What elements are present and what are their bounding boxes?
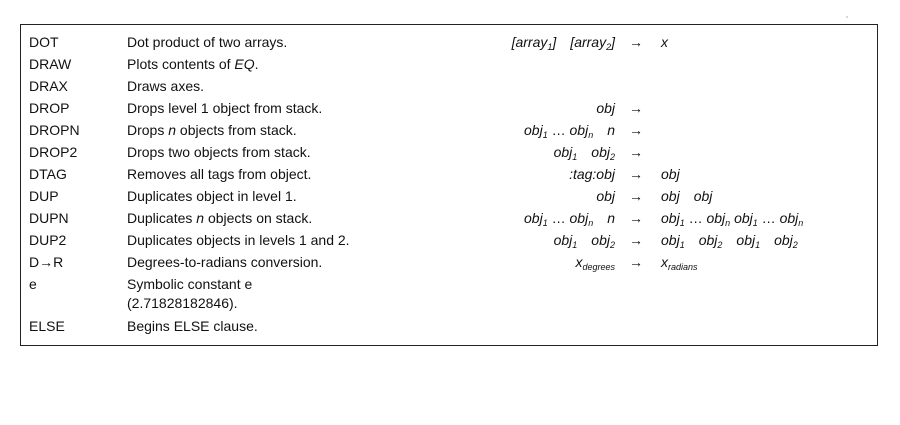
obj-symbol: obj bbox=[698, 232, 718, 248]
stack-output bbox=[661, 163, 680, 185]
obj-symbol: obj bbox=[661, 188, 680, 204]
stack-output bbox=[661, 251, 698, 273]
command-name: DROP2 bbox=[29, 144, 78, 160]
command-table bbox=[20, 24, 878, 346]
table-row bbox=[21, 207, 877, 229]
table-row bbox=[21, 315, 877, 337]
stack-input bbox=[575, 251, 615, 273]
subscript: 1 bbox=[547, 42, 553, 52]
bracket: [ bbox=[511, 34, 516, 50]
description-text: objects from stack. bbox=[176, 122, 297, 138]
table-row bbox=[21, 119, 877, 141]
array-symbol: array bbox=[574, 34, 607, 50]
command-description: Dot product of two arrays. bbox=[127, 34, 288, 50]
obj-symbol: obj bbox=[661, 232, 680, 248]
stack-output bbox=[661, 229, 798, 251]
table-row bbox=[21, 273, 877, 313]
command-name: DTAG bbox=[29, 166, 67, 182]
ellipsis: … bbox=[761, 210, 776, 226]
arrow-icon: → bbox=[629, 232, 643, 248]
bracket: ] bbox=[552, 34, 557, 50]
command-description: Removes all tags from object. bbox=[127, 166, 312, 182]
x-symbol: x bbox=[575, 254, 583, 270]
stack-input bbox=[524, 119, 615, 141]
description-text: objects on stack. bbox=[204, 210, 313, 226]
command-description bbox=[127, 207, 312, 229]
scan-speck bbox=[846, 16, 848, 18]
command-description: Drops level 1 object from stack. bbox=[127, 100, 323, 116]
arrow-icon: → bbox=[629, 188, 643, 204]
table-row bbox=[21, 163, 877, 185]
subscript: 1 bbox=[679, 240, 685, 250]
stack-output bbox=[661, 207, 803, 229]
obj-symbol: obj bbox=[774, 232, 793, 248]
obj-symbol: obj bbox=[569, 122, 589, 138]
command-name: DRAW bbox=[29, 56, 72, 72]
ellipsis: … bbox=[688, 210, 703, 226]
subscript: 2 bbox=[609, 152, 615, 162]
command-description: Degrees-to-radians conversion. bbox=[127, 254, 323, 270]
obj-symbol: obj bbox=[553, 144, 573, 160]
table-row bbox=[21, 185, 877, 207]
obj-symbol: obj bbox=[734, 210, 753, 226]
arrow-icon: → bbox=[629, 166, 643, 182]
obj-symbol: obj bbox=[661, 166, 680, 182]
obj-symbol: obj bbox=[591, 144, 610, 160]
obj-symbol: obj bbox=[524, 210, 543, 226]
arrow-icon: → bbox=[629, 254, 643, 270]
bracket: ] bbox=[611, 34, 615, 50]
obj-symbol: obj bbox=[661, 210, 680, 226]
command-description: Begins ELSE clause. bbox=[127, 318, 258, 334]
stack-input bbox=[596, 185, 615, 207]
subscript: degrees bbox=[582, 262, 615, 272]
obj-symbol: obj bbox=[693, 188, 713, 204]
subscript: 2 bbox=[717, 240, 723, 250]
stack-input bbox=[512, 31, 615, 53]
ellipsis: … bbox=[551, 210, 566, 226]
table-row bbox=[21, 75, 877, 97]
description-emphasis: n bbox=[196, 210, 205, 226]
obj-symbol: obj bbox=[706, 210, 726, 226]
description-text: Plots contents of bbox=[127, 56, 235, 72]
command-description bbox=[127, 53, 259, 75]
command-name: DROPN bbox=[29, 122, 80, 138]
arrow-icon: → bbox=[629, 100, 643, 116]
stack-input bbox=[554, 141, 615, 163]
n-symbol: n bbox=[607, 210, 615, 226]
obj-symbol: obj bbox=[524, 122, 543, 138]
subscript: n bbox=[588, 130, 594, 140]
stack-input bbox=[524, 207, 615, 229]
description-text: Drops bbox=[127, 122, 169, 138]
command-description: Duplicates objects in levels 1 and 2. bbox=[127, 232, 350, 248]
arrow-icon: → bbox=[629, 122, 643, 138]
x-symbol: x bbox=[661, 254, 668, 270]
subscript: 1 bbox=[679, 218, 685, 228]
table-row bbox=[21, 141, 877, 163]
subscript: 1 bbox=[542, 130, 548, 140]
command-name: DOT bbox=[29, 34, 59, 50]
command-description: Draws axes. bbox=[127, 78, 205, 94]
obj-symbol: obj bbox=[596, 188, 615, 204]
subscript: 2 bbox=[792, 240, 798, 250]
obj-symbol: obj bbox=[591, 232, 610, 248]
subscript: n bbox=[588, 218, 594, 228]
obj-symbol: obj bbox=[569, 210, 589, 226]
stack-output bbox=[661, 31, 668, 53]
table-row bbox=[21, 97, 877, 119]
subscript: 2 bbox=[606, 42, 612, 52]
subscript: 1 bbox=[755, 240, 761, 250]
obj-symbol: obj bbox=[596, 100, 615, 116]
ellipsis: … bbox=[551, 122, 566, 138]
command-name: DROP bbox=[29, 100, 70, 116]
command-description: Symbolic constant e (2.71828182846). bbox=[127, 276, 253, 311]
tag-symbol: :tag:obj bbox=[569, 166, 615, 182]
command-name: DRAX bbox=[29, 78, 68, 94]
stack-input bbox=[554, 229, 615, 251]
subscript: n bbox=[725, 218, 731, 228]
subscript: 1 bbox=[572, 240, 578, 250]
arrow-icon: → bbox=[629, 34, 643, 50]
subscript: 2 bbox=[609, 240, 615, 250]
x-symbol: x bbox=[661, 34, 668, 50]
obj-symbol: obj bbox=[779, 210, 799, 226]
command-name: e bbox=[29, 276, 37, 292]
command-name: ELSE bbox=[29, 318, 65, 334]
subscript: n bbox=[798, 218, 804, 228]
arrow-icon: → bbox=[629, 144, 643, 160]
command-name: DUPN bbox=[29, 210, 69, 226]
table-row bbox=[21, 229, 877, 251]
arrow-icon: → bbox=[629, 210, 643, 226]
command-name: D→R bbox=[29, 254, 64, 270]
table-row bbox=[21, 53, 877, 75]
command-description: Drops two objects from stack. bbox=[127, 144, 311, 160]
description-text: Duplicates bbox=[127, 210, 197, 226]
command-description: Duplicates object in level 1. bbox=[127, 188, 297, 204]
command-description bbox=[127, 119, 297, 141]
bracket: [ bbox=[570, 34, 575, 50]
description-emphasis: n bbox=[168, 122, 177, 138]
table-row bbox=[21, 251, 877, 273]
stack-input bbox=[569, 163, 615, 185]
stack-output bbox=[661, 185, 712, 207]
stack-input bbox=[596, 97, 615, 119]
table-row bbox=[21, 31, 877, 53]
n-symbol: n bbox=[607, 122, 615, 138]
obj-symbol: obj bbox=[736, 232, 756, 248]
array-symbol: array bbox=[515, 34, 548, 50]
command-name: DUP2 bbox=[29, 232, 67, 248]
subscript: radians bbox=[668, 262, 698, 272]
description-text: . bbox=[254, 56, 259, 72]
description-emphasis: EQ bbox=[234, 56, 255, 72]
command-name: DUP bbox=[29, 188, 59, 204]
subscript: 1 bbox=[542, 218, 548, 228]
subscript: 1 bbox=[572, 152, 578, 162]
subscript: 1 bbox=[752, 218, 758, 228]
obj-symbol: obj bbox=[553, 232, 573, 248]
